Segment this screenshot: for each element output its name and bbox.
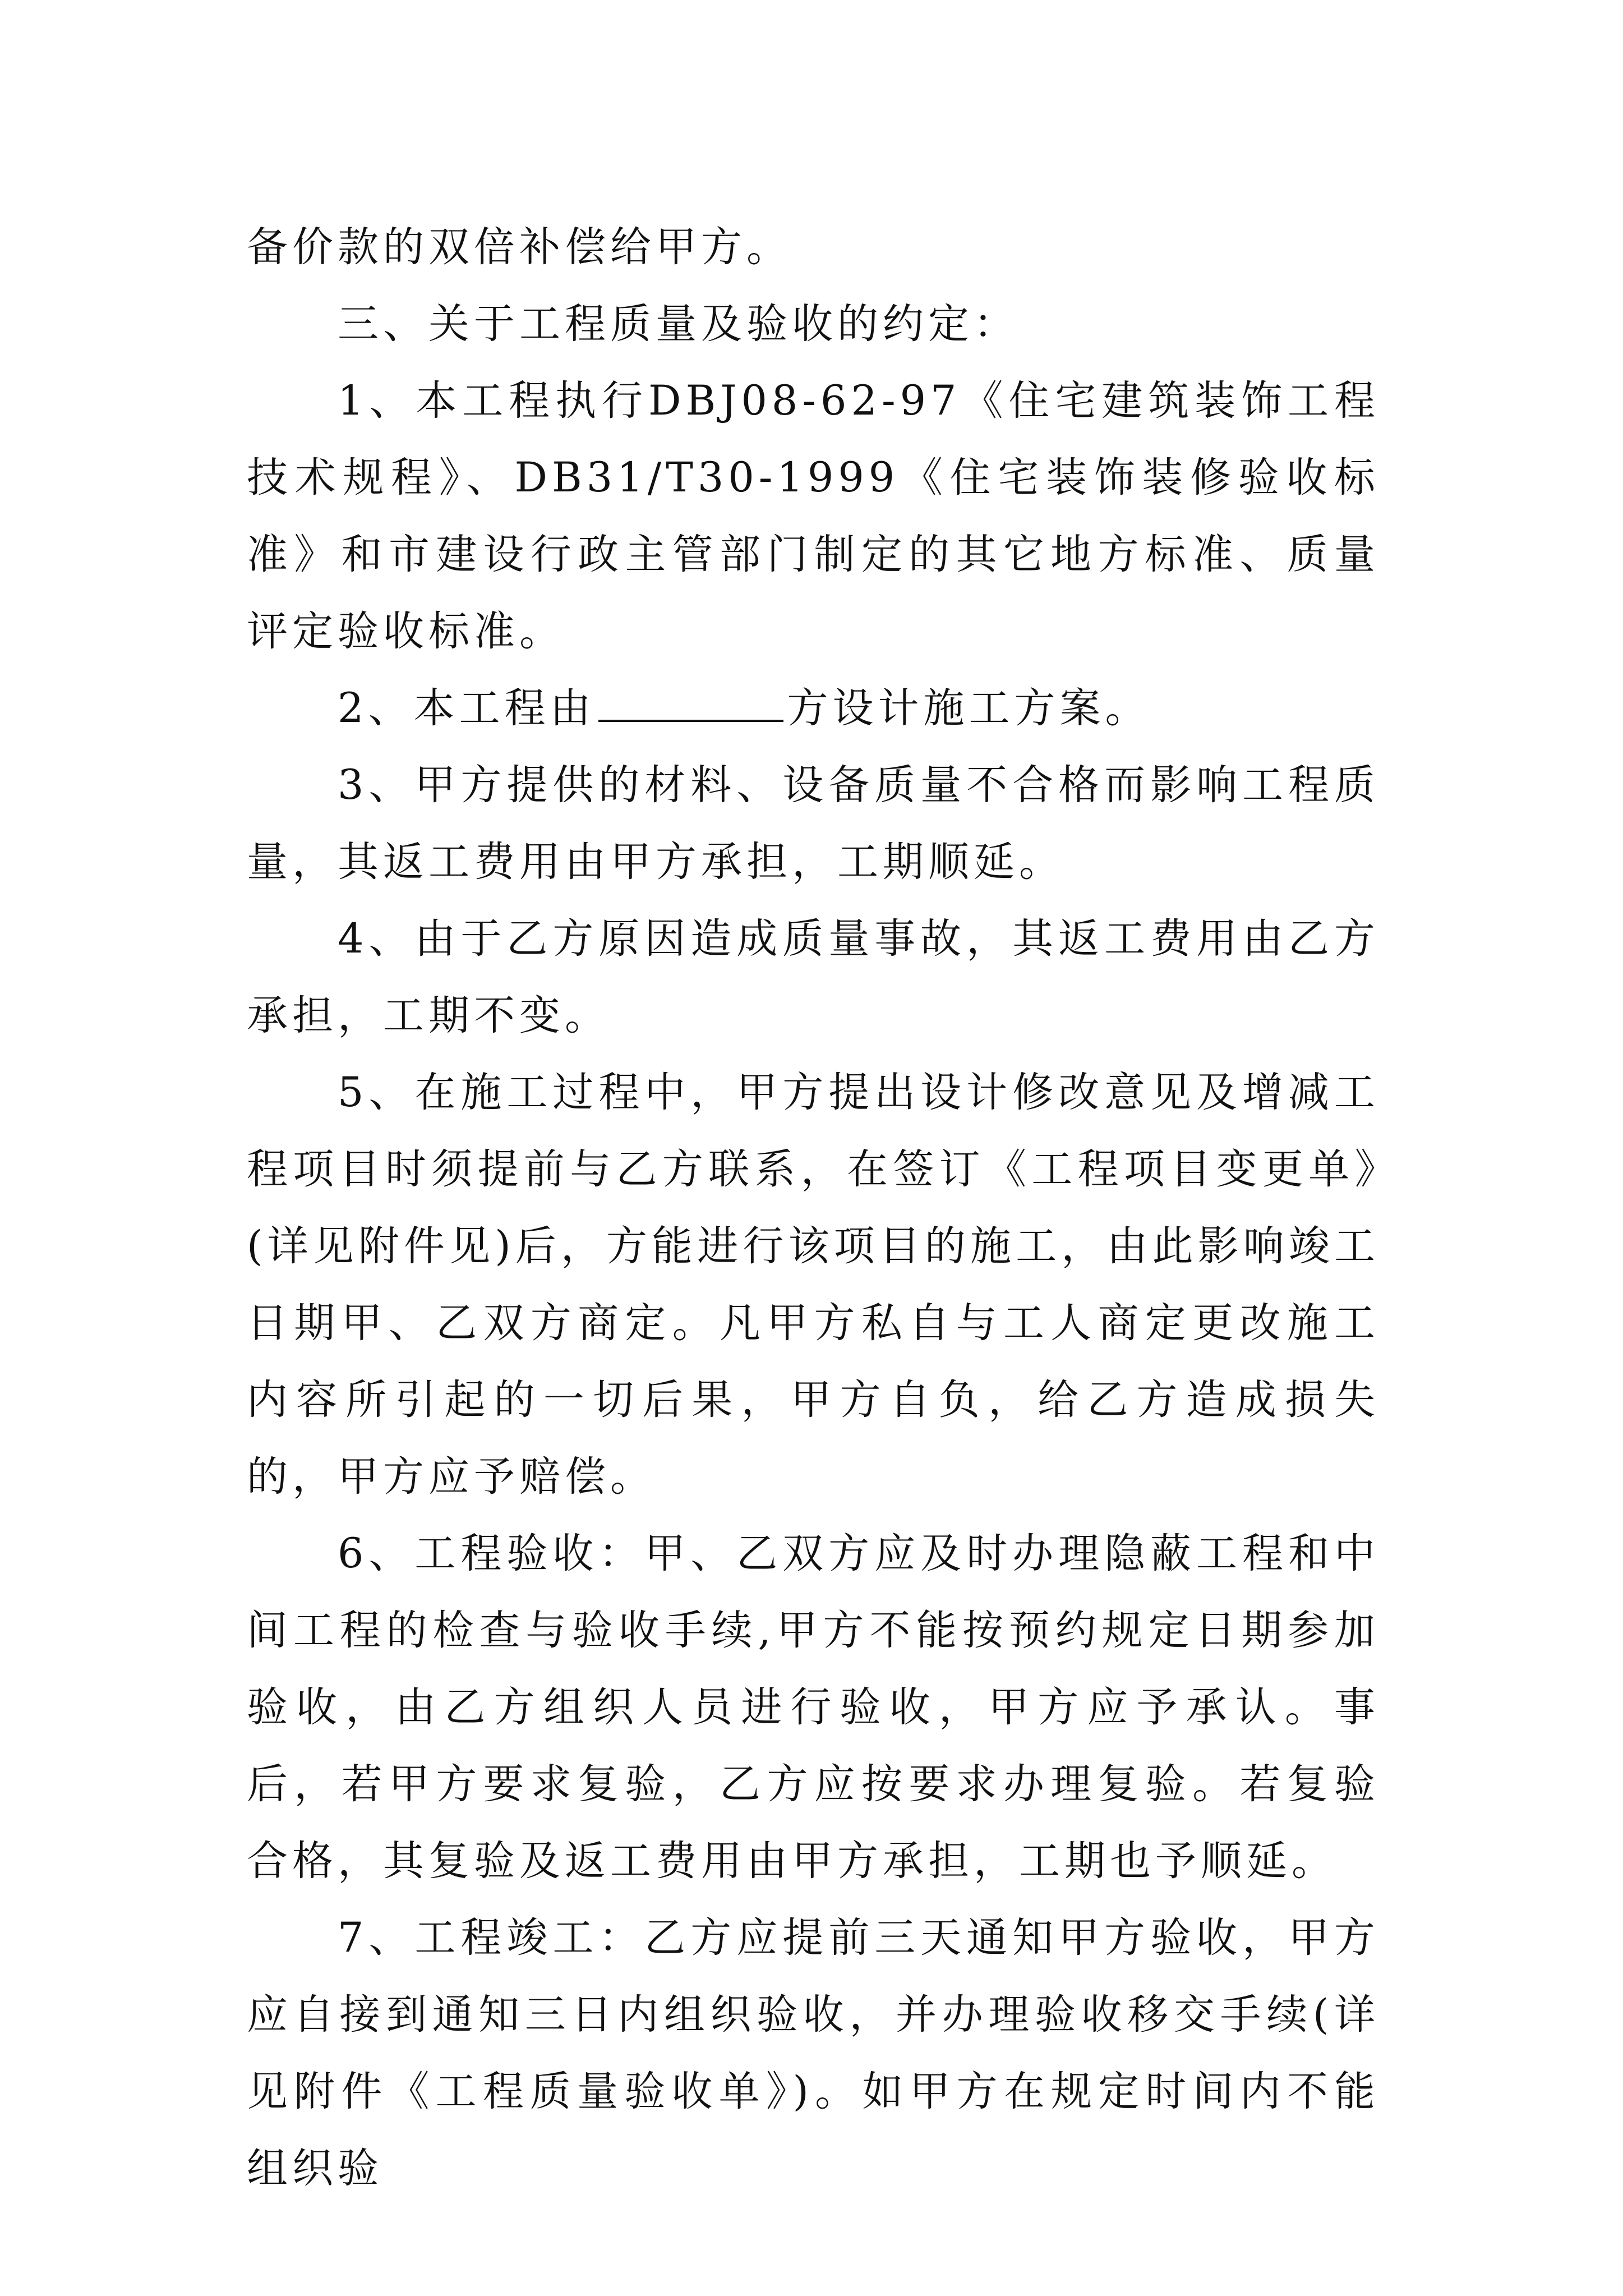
- clause-1: 1、本工程执行DBJ08-62-97《住宅建筑装饰工程技术规程》、DB31/T30-1999《住宅装饰装修验收标准》和市建设行政主管部门制定的其它地方标准、质量评定验收标准。: [247, 377, 1380, 655]
- section-heading-quality-acceptance: 三、关于工程质量及验收的约定：: [338, 300, 1019, 348]
- clause-2-before: 2、本工程由: [338, 684, 596, 732]
- clause-2-after: 方设计施工方案。: [787, 684, 1151, 732]
- document-body: [247, 209, 1380, 2207]
- clause-5: 5、在施工过程中，甲方提出设计修改意见及增减工程项目时须提前与乙方联系，在签订《工程项目变更单》(详见附件见)后，方能进行该项目的施工，由此影响竣工日期甲、乙双方商定。凡甲方私自与工人商定更改施工内容所引起的一切后果，甲方自负，给乙方造成损失的，甲方应予赔偿。: [247, 1069, 1380, 1501]
- clause-6: 6、工程验收：甲、乙双方应及时办理隐蔽工程和中间工程的检查与验收手续,甲方不能按预约规定日期参加验收，由乙方组织人员进行验收，甲方应予承认。事后，若甲方要求复验，乙方应按要求办理复验。若复验合格，其复验及返工费用由甲方承担，工期也予顺延。: [247, 1530, 1380, 1885]
- clause-2: [247, 670, 1380, 747]
- clause-3: 3、甲方提供的材料、设备质量不合格而影响工程质量，其返工费用由甲方承担，工期顺延。: [247, 761, 1380, 886]
- clause-4: 4、由于乙方原因造成质量事故，其返工费用由乙方承担，工期不变。: [247, 915, 1380, 1039]
- blank-fill-line: [598, 680, 783, 722]
- paragraph-continuation: 备价款的双倍补偿给甲方。: [247, 223, 792, 271]
- clause-7: 7、工程竣工：乙方应提前三天通知甲方验收，甲方应自接到通知三日内组织验收，并办理验收移交手续(详见附件《工程质量验收单》)。如甲方在规定时间内不能组织验: [247, 1914, 1380, 2192]
